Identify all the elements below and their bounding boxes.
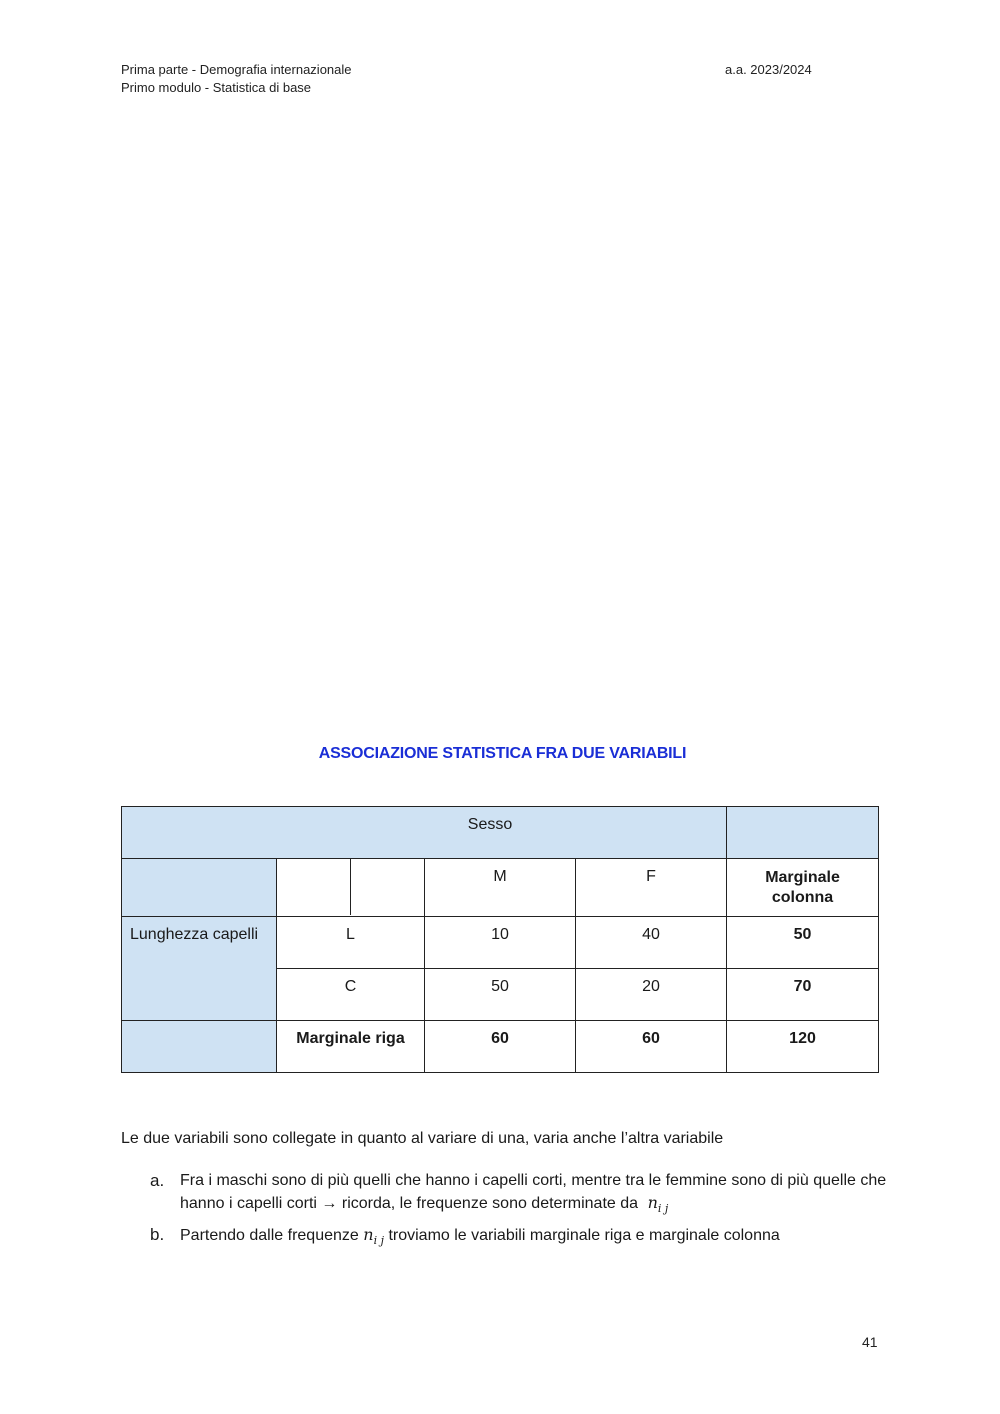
marginal-empty-shaded-cell xyxy=(122,1021,277,1073)
list-marker-b: b. xyxy=(150,1225,165,1245)
table-subheader-row xyxy=(122,859,879,917)
list-item-b-text-after: troviamo le variabili marginale riga e marginale colonna xyxy=(388,1227,780,1245)
row-variable-label: Lunghezza capelli xyxy=(122,917,277,1021)
table-marginal-row xyxy=(122,1021,879,1073)
column-variable-cell xyxy=(122,807,727,859)
list-item-text xyxy=(180,1224,891,1252)
math-subscript: i j xyxy=(373,1234,384,1248)
header-academic-year: a.a. 2023/2024 xyxy=(725,62,812,77)
contingency-table xyxy=(121,806,879,1073)
cell-l-total: 50 xyxy=(727,917,879,969)
marginal-m: 60 xyxy=(425,1021,576,1073)
intro-paragraph: Le due variabili sono collegate in quanto al variare di una, varia anche l’altra variabile xyxy=(121,1130,724,1147)
page-header xyxy=(121,61,352,97)
math-nij xyxy=(363,1225,384,1248)
cell-c-m: 50 xyxy=(425,969,576,1021)
row-label-c: C xyxy=(277,969,425,1021)
page-number: 41 xyxy=(862,1334,878,1350)
cell-l-m: 10 xyxy=(425,917,576,969)
math-subscript: i j xyxy=(657,1202,669,1216)
list-item xyxy=(121,1170,891,1220)
subheader-empty-shaded-cell xyxy=(122,859,277,917)
cell-c-total: 70 xyxy=(727,969,879,1021)
list-item-b-text-before: Partendo dalle frequenze xyxy=(180,1227,359,1245)
cell-l-f: 40 xyxy=(576,917,727,969)
row-marginal-label: Marginale riga xyxy=(277,1021,425,1073)
table-row xyxy=(122,917,879,969)
cell-c-f: 20 xyxy=(576,969,727,1021)
list-item-text xyxy=(180,1170,891,1220)
column-header-m: M xyxy=(425,859,576,917)
column-header-marginal: Marginale colonna xyxy=(727,859,879,917)
ordered-list xyxy=(121,1170,891,1256)
marginal-f: 60 xyxy=(576,1021,727,1073)
marginal-total: 120 xyxy=(727,1021,879,1073)
column-variable-label: Sesso xyxy=(467,816,513,833)
table-header-row xyxy=(122,807,879,859)
subheader-split-cell xyxy=(277,859,425,917)
math-nij xyxy=(643,1193,669,1216)
header-module: Primo modulo - Statistica di base xyxy=(121,80,312,95)
section-title: ASSOCIAZIONE STATISTICA FRA DUE VARIABILI xyxy=(318,745,687,762)
split-cell-divider xyxy=(277,859,424,915)
list-marker-a: a. xyxy=(150,1171,165,1190)
row-label-l: L xyxy=(277,917,425,969)
list-item xyxy=(121,1224,891,1252)
list-item-a-text: Fra i maschi sono di più quelli che hanno i capelli corti, mentre tra le femmine sono di più quelle che hanno i capelli corti → ricorda, le frequenze sono determinate da xyxy=(180,1172,887,1212)
math-base: n xyxy=(647,1193,658,1212)
math-base: n xyxy=(363,1225,374,1245)
column-header-f: F xyxy=(576,859,727,917)
header-empty-cell xyxy=(727,807,879,859)
header-course: Prima parte - Demografia internazionale xyxy=(121,62,352,77)
